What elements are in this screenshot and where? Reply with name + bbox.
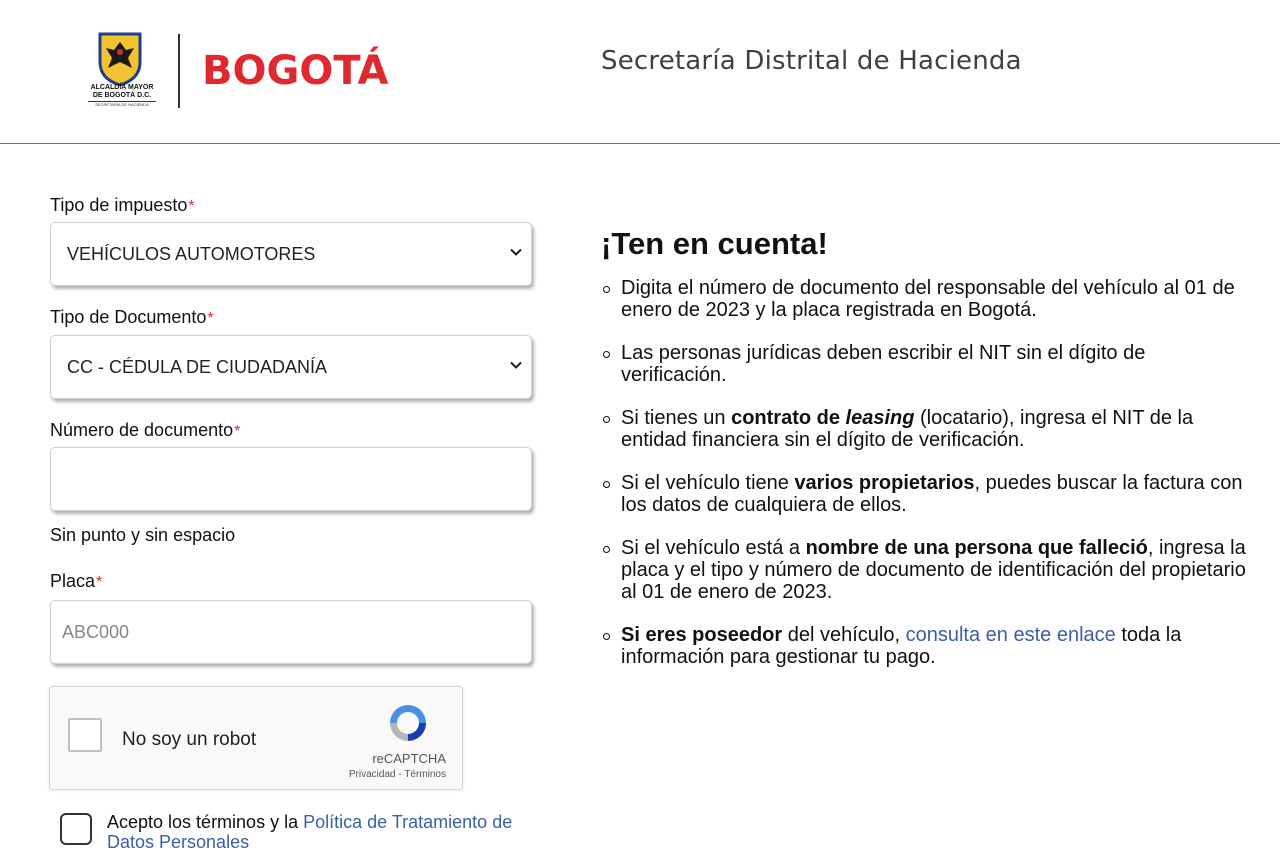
bullet-icon	[603, 286, 610, 293]
tax-type-label: Tipo de impuesto*	[50, 195, 195, 215]
terms-checkbox[interactable]	[60, 813, 92, 845]
doc-type-label: Tipo de Documento*	[50, 307, 214, 327]
coat-of-arms-icon	[96, 32, 144, 86]
recaptcha-label: No soy un robot	[122, 729, 257, 750]
terms-label: Acepto los términos y la Política de Tratamiento de Datos Personales	[107, 812, 513, 852]
doc-number-input[interactable]	[50, 447, 532, 511]
required-icon: *	[188, 198, 195, 215]
bullet-icon	[603, 481, 610, 488]
tax-type-select[interactable]	[50, 222, 532, 286]
recaptcha-checkbox[interactable]	[68, 718, 102, 752]
doc-type-select[interactable]	[50, 335, 532, 399]
info-item: Si tienes un contrato de leasing (locatario), ingresa el NIT de la entidad financiera sin el dígito de verificación.	[601, 407, 1251, 451]
doc-number-label: Número de documento*	[50, 420, 241, 440]
consult-link[interactable]: consulta en este enlace	[905, 624, 1116, 646]
privacy-policy-link[interactable]: Política de Tratamiento de Datos Personales	[107, 812, 513, 852]
info-item: Si eres poseedor del vehículo, consulta en este enlace toda la información para gestionar tu pago.	[601, 624, 1251, 668]
bullet-icon	[603, 416, 610, 423]
doc-type-value: CC - CÉDULA DE CIUDADANÍA	[67, 357, 328, 377]
info-item: Si el vehículo está a nombre de una persona que falleció, ingresa la placa y el tipo y número de documento de identificación del propietario al 01 de enero de 2023.	[601, 537, 1251, 603]
page-header	[0, 0, 1280, 144]
recaptcha-widget	[49, 686, 463, 790]
recaptcha-links: Privacidad - Términos	[348, 769, 446, 780]
required-icon: *	[96, 574, 103, 591]
info-item: Si el vehículo tiene varios propietarios, puedes buscar la factura con los datos de cualquiera de ellos.	[601, 472, 1251, 516]
recaptcha-brand: reCAPTCHA	[372, 751, 446, 766]
doc-number-hint: Sin punto y sin espacio	[50, 525, 236, 545]
plate-placeholder: ABC000	[62, 622, 130, 642]
bullet-icon	[603, 633, 610, 640]
logo-divider	[178, 34, 180, 108]
recaptcha-icon	[386, 701, 430, 745]
plate-input[interactable]	[50, 600, 532, 664]
alcaldia-text: ALCALDÍA MAYOR DE BOGOTÁ D.C. SECRETARÍA DE HACIENDA	[82, 84, 162, 108]
logo[interactable]	[80, 14, 400, 124]
chevron-down-icon	[509, 358, 523, 372]
required-icon: *	[234, 423, 241, 440]
tax-type-value: VEHÍCULOS AUTOMOTORES	[67, 244, 316, 264]
org-title: Secretaría Distrital de Hacienda	[601, 46, 1022, 76]
bogota-wordmark: BOGOTÁ	[202, 48, 389, 94]
recaptcha-terms-link[interactable]: Términos	[404, 769, 446, 780]
info-item: Las personas jurídicas deben escribir el NIT sin el dígito de verificación.	[601, 342, 1251, 386]
required-icon: *	[207, 310, 214, 327]
bullet-icon	[603, 546, 610, 553]
bullet-icon	[603, 351, 610, 358]
recaptcha-privacy-link[interactable]: Privacidad	[348, 769, 396, 780]
info-title: ¡Ten en cuenta!	[601, 226, 828, 261]
chevron-down-icon	[509, 245, 523, 259]
plate-label: Placa*	[50, 571, 103, 591]
info-item: Digita el número de documento del responsable del vehículo al 01 de enero de 2023 y la placa registrada en Bogotá.	[601, 277, 1251, 321]
info-list	[601, 277, 1251, 689]
